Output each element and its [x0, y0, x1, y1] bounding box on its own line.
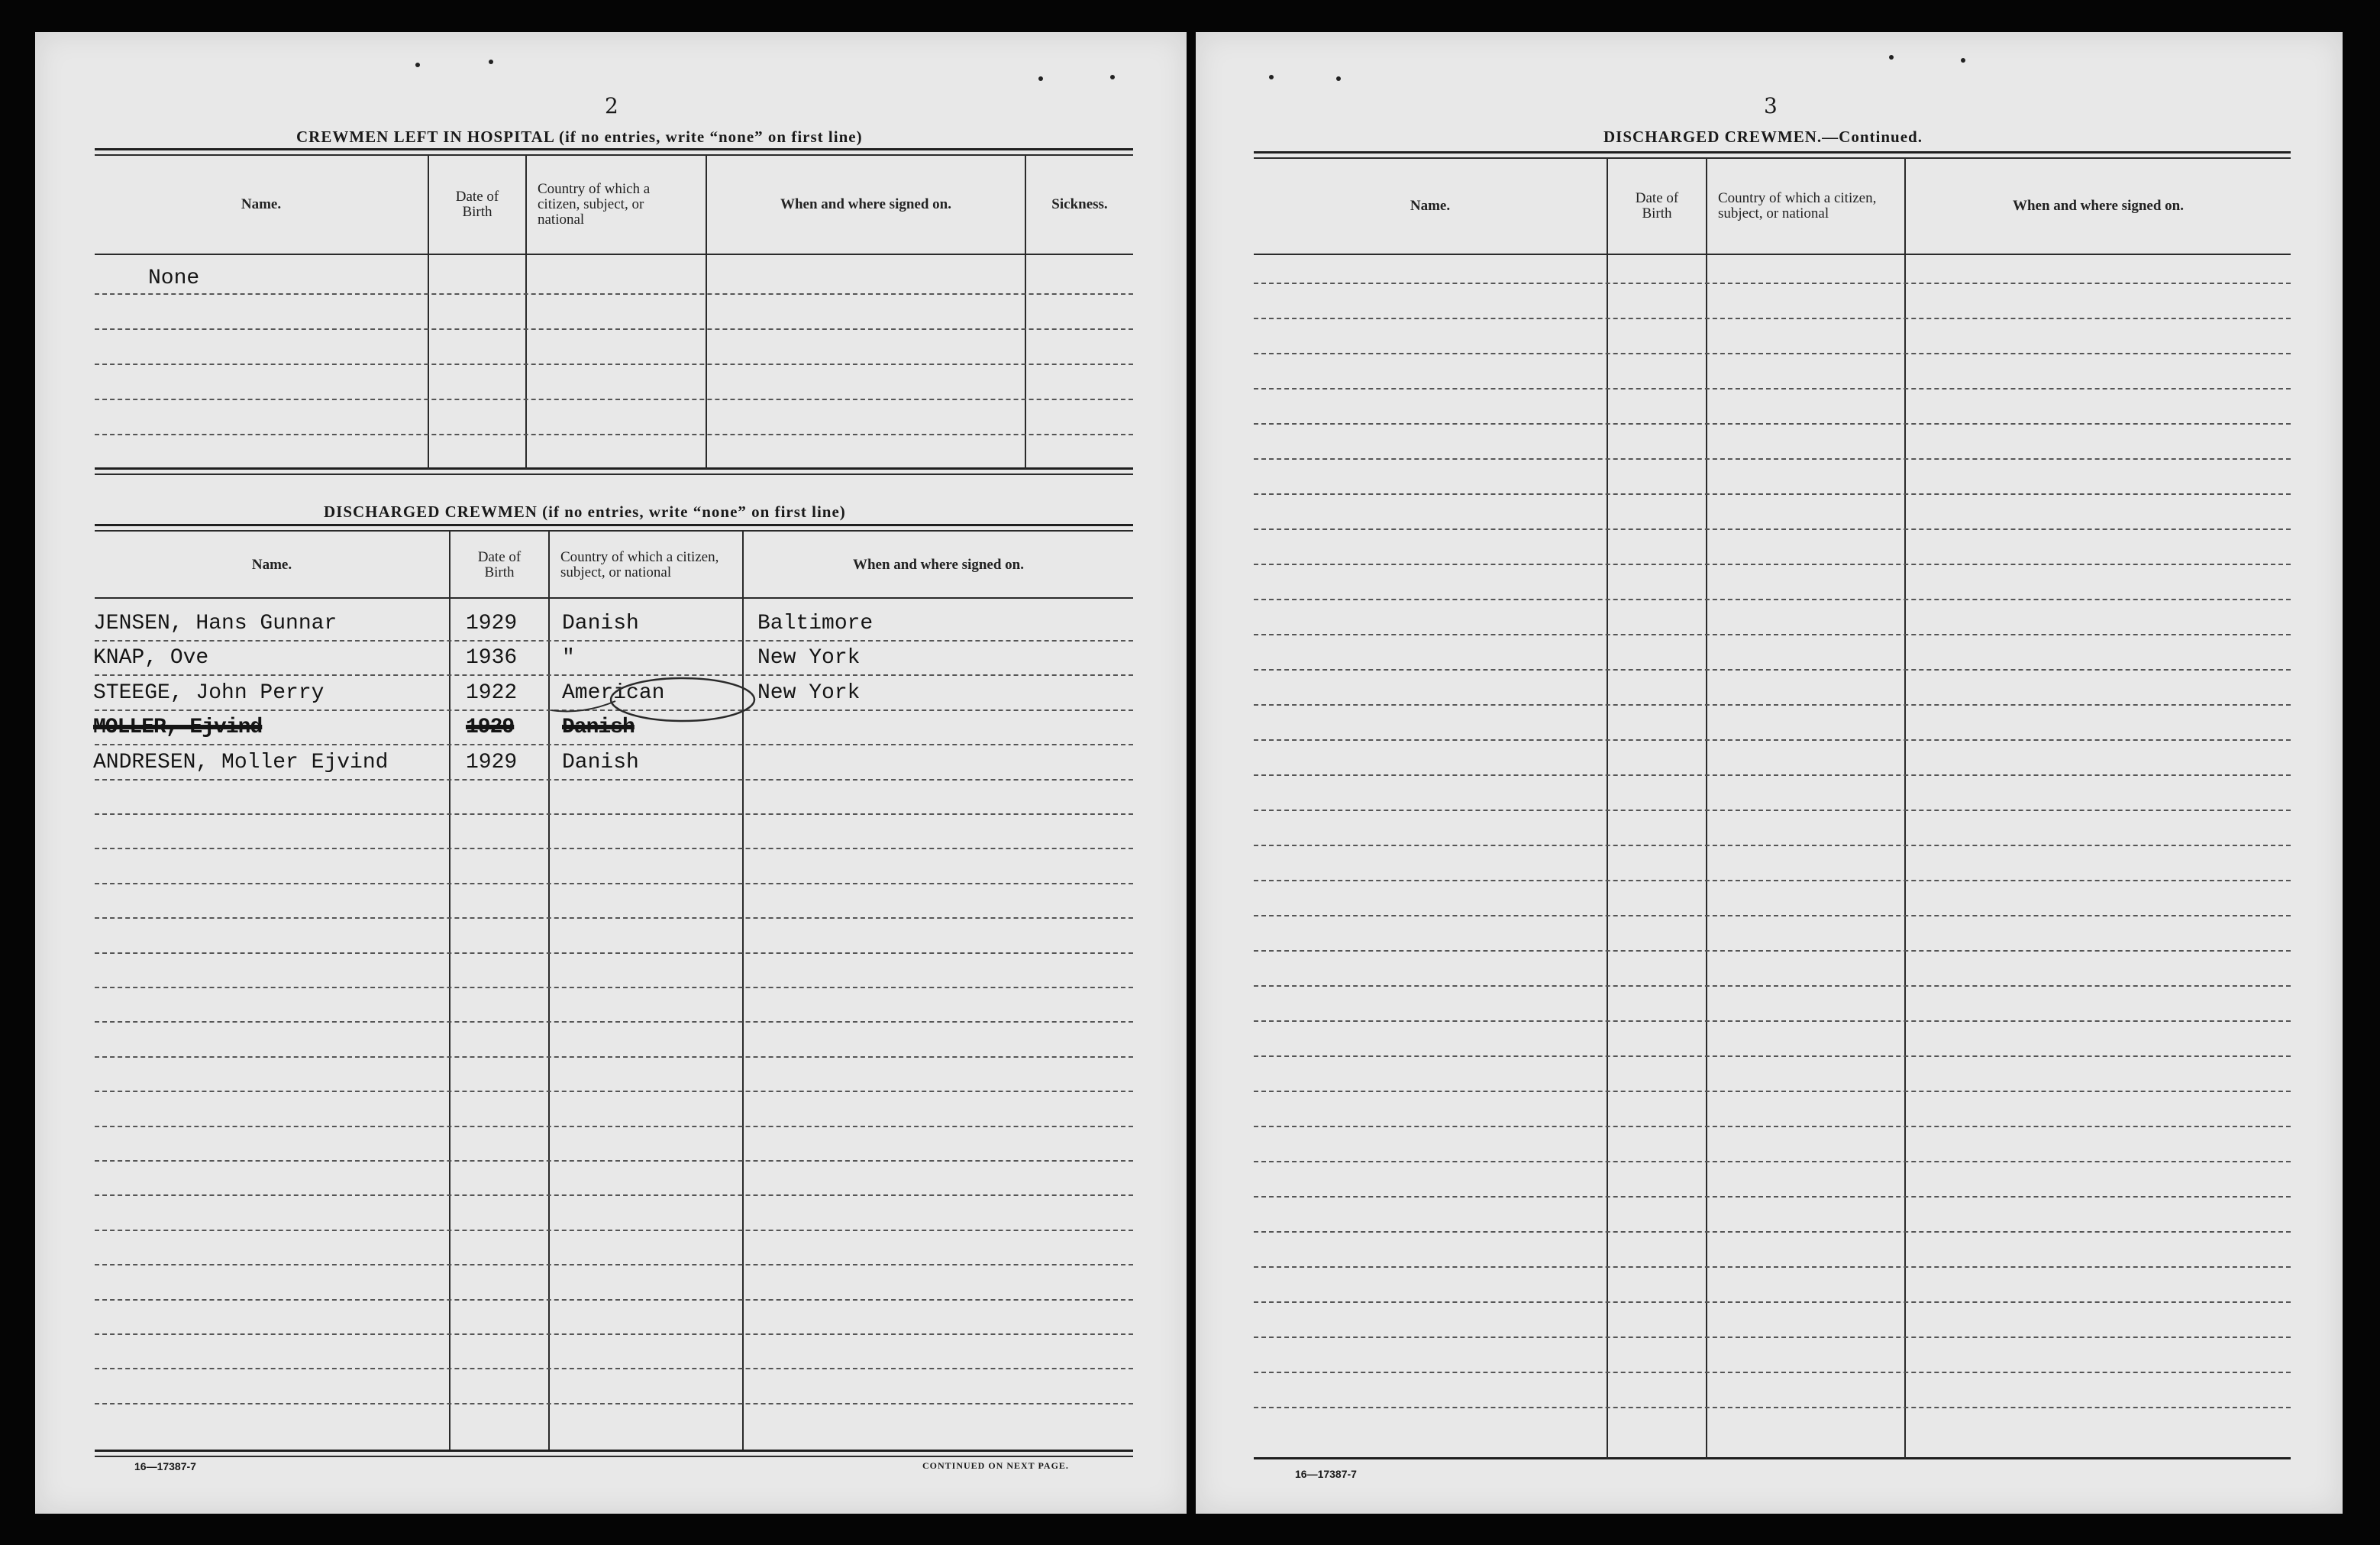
hospital-entry-none: None [148, 267, 200, 290]
hospital-table [95, 148, 1133, 477]
ruled-line [1254, 1091, 2291, 1092]
column-header-name: Name. [251, 557, 292, 573]
ruled-line [95, 1403, 1133, 1404]
right-page [1196, 32, 2343, 1514]
column-header-signed-on: When and where signed on. [2012, 198, 2184, 214]
ruled-line [95, 1368, 1133, 1369]
discharged-section-title: DISCHARGED CREWMEN (if no entries, write “none” on first line) [324, 503, 846, 521]
column-header-country: Country of which a citizen, subject, or national [538, 181, 651, 228]
ruled-line [95, 779, 1133, 781]
page-number: 3 [1764, 93, 1778, 118]
column-header-sickness: Sickness. [1051, 196, 1108, 212]
crew-country: Danish [562, 612, 639, 635]
punch-dot [1269, 75, 1274, 79]
punch-dot [489, 60, 493, 64]
ruled-line [95, 640, 1133, 642]
discharged-continued-table [1254, 151, 2291, 1465]
ruled-line [1254, 774, 2291, 776]
column-header-signed-on: When and where signed on. [780, 196, 951, 212]
ruled-line [1254, 634, 2291, 635]
column-header-date-of-birth: Date of Birth [455, 189, 499, 220]
discharged-table [95, 524, 1133, 1460]
column-header-country: Country of which a citizen, subject, or national [560, 549, 719, 580]
crew-birth-year: 1929 [466, 612, 518, 635]
crew-country: American [562, 680, 665, 705]
ruled-line [1254, 915, 2291, 916]
ruled-line [1254, 599, 2291, 600]
punch-dot [1961, 58, 1965, 63]
column-header-name: Name. [241, 196, 282, 212]
ruled-line [1254, 985, 2291, 987]
crew-name: ANDRESEN, Moller Ejvind [93, 750, 389, 774]
ruled-line [95, 1299, 1133, 1301]
ruled-line [1254, 739, 2291, 741]
crew-name: KNAP, Ove [93, 646, 209, 671]
column-header-country: Country of which a citizen, subject, or national [1718, 190, 1877, 221]
ruled-line [1254, 810, 2291, 811]
crew-country: Danish [562, 750, 639, 774]
crew-birth-year: 1936 [466, 646, 518, 671]
crew-country: Danish [562, 716, 635, 740]
column-header-signed-on: When and where signed on. [852, 557, 1024, 573]
ruled-line [1254, 564, 2291, 565]
page-number: 2 [605, 93, 618, 118]
ruled-line [95, 917, 1133, 919]
ruled-line [95, 744, 1133, 745]
ruled-line [1254, 704, 2291, 706]
crew-signed-on: New York [757, 680, 861, 705]
continued-note: CONTINUED ON NEXT PAGE. [922, 1460, 1069, 1471]
ruled-line [1254, 458, 2291, 460]
ruled-line [95, 848, 1133, 849]
ruled-line [95, 1021, 1133, 1023]
crew-country: " [562, 646, 575, 671]
punch-dot [1889, 55, 1894, 60]
form-code: 16—17387-7 [1295, 1468, 1357, 1480]
ruled-line [1254, 1196, 2291, 1198]
ruled-line [1254, 1301, 2291, 1303]
ruled-line [95, 1264, 1133, 1265]
ruled-line [95, 1160, 1133, 1162]
ruled-line [1254, 528, 2291, 530]
ruled-line [95, 1230, 1133, 1231]
ruled-line [1254, 493, 2291, 495]
ruled-line [1254, 1372, 2291, 1373]
column-header-date-of-birth: Date of Birth [1635, 190, 1679, 221]
ruled-line [1254, 880, 2291, 881]
ruled-line [95, 1126, 1133, 1127]
punch-dot [1336, 76, 1341, 81]
ruled-line [1254, 283, 2291, 284]
ruled-line [1254, 1055, 2291, 1057]
crew-signed-on: New York [757, 646, 861, 671]
left-page [35, 32, 1187, 1514]
ruled-line [1254, 318, 2291, 319]
ruled-line [1254, 1020, 2291, 1022]
crew-birth-year: 1929 [466, 750, 518, 774]
ruled-line [1254, 1231, 2291, 1233]
ruled-line [1254, 1337, 2291, 1338]
ruled-line [95, 987, 1133, 988]
ruled-line [95, 1091, 1133, 1092]
crew-name: MOLLER, Ejvind [93, 716, 263, 740]
ruled-line [95, 1056, 1133, 1058]
crew-name: JENSEN, Hans Gunnar [93, 612, 337, 635]
ruled-line [95, 952, 1133, 954]
ruled-line [1254, 1161, 2291, 1162]
column-header-name: Name. [1410, 198, 1451, 214]
discharged-continued-title: DISCHARGED CREWMEN.—Continued. [1603, 128, 1923, 146]
ruled-line [1254, 669, 2291, 671]
ruled-line [1254, 1126, 2291, 1127]
ruled-line [1254, 353, 2291, 354]
punch-dot [415, 63, 420, 67]
ruled-line [1254, 845, 2291, 846]
ruled-line [1254, 950, 2291, 952]
ruled-line [95, 1333, 1133, 1335]
crew-signed-on: Baltimore [757, 612, 874, 635]
crew-birth-year: 1922 [466, 680, 518, 705]
ruled-line [95, 1194, 1133, 1196]
crew-birth-year: 1929 [466, 716, 515, 740]
ink-circle-annotation [548, 667, 808, 732]
ruled-line [1254, 1266, 2291, 1268]
ruled-line [95, 813, 1133, 815]
punch-dot [1038, 76, 1043, 81]
punch-dot [1110, 75, 1115, 79]
ruled-line [95, 883, 1133, 884]
column-header-date-of-birth: Date of Birth [477, 549, 522, 580]
form-code: 16—17387-7 [134, 1460, 196, 1472]
ruled-line [1254, 388, 2291, 389]
hospital-section-title: CREWMEN LEFT IN HOSPITAL (if no entries, write “none” on first line) [296, 128, 863, 146]
ruled-line [1254, 1407, 2291, 1408]
crew-name: STEEGE, John Perry [93, 680, 325, 705]
ruled-line [1254, 423, 2291, 425]
